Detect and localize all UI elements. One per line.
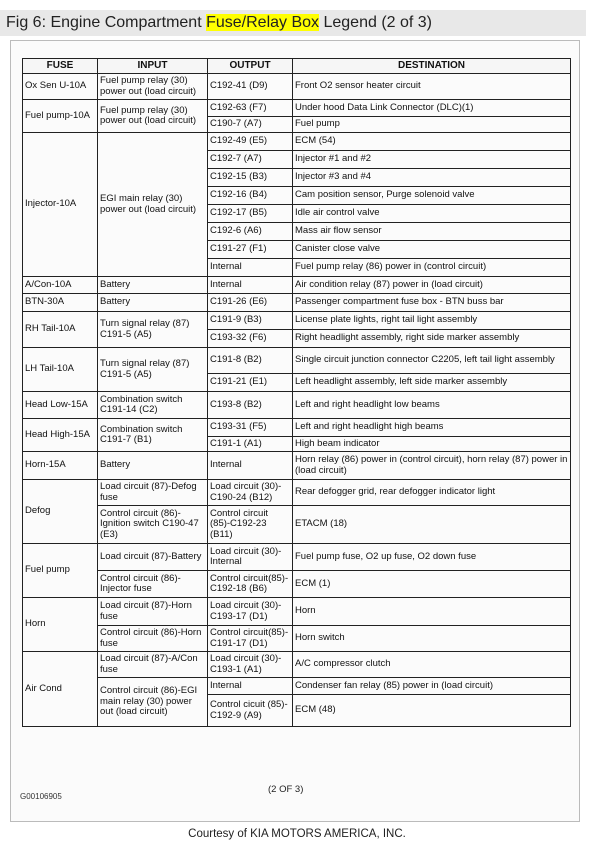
fuse-cell: Defog	[23, 480, 98, 544]
table-row	[23, 678, 571, 695]
input-cell: Control circuit (86)-EGI main relay (30) power out (load circuit)	[98, 678, 208, 727]
destination-cell: Left and right headlight low beams	[293, 392, 571, 419]
output-cell: Internal	[208, 259, 293, 277]
destination-cell: ECM (48)	[293, 695, 571, 727]
destination-cell: Air condition relay (87) power in (load circuit)	[293, 277, 571, 294]
output-cell: C191-8 (B2)	[208, 348, 293, 374]
output-cell: Load circuit (30)-C193-17 (D1)	[208, 598, 293, 626]
output-cell: Control circuit(85)-C191-17 (D1)	[208, 626, 293, 652]
output-cell: C191-27 (F1)	[208, 241, 293, 259]
input-cell: Battery	[98, 294, 208, 312]
destination-cell: Horn	[293, 598, 571, 626]
output-cell: C191-21 (E1)	[208, 374, 293, 392]
input-cell: Fuel pump relay (30) power out (load circuit)	[98, 100, 208, 133]
input-cell: Combination switch C191-7 (B1)	[98, 419, 208, 452]
header-destination: DESTINATION	[293, 59, 571, 74]
output-cell: C191-26 (E6)	[208, 294, 293, 312]
header-output: OUTPUT	[208, 59, 293, 74]
input-cell: Turn signal relay (87) C191-5 (A5)	[98, 348, 208, 392]
destination-cell: Single circuit junction connector C2205, left tail light assembly	[293, 348, 571, 374]
fuse-cell: RH Tail-10A	[23, 312, 98, 348]
page-indicator: (2 OF 3)	[268, 784, 304, 795]
figure-title-prefix: Fig 6: Engine Compartment	[6, 14, 207, 31]
destination-cell: Horn switch	[293, 626, 571, 652]
input-cell: Battery	[98, 277, 208, 294]
output-cell: C193-31 (F5)	[208, 419, 293, 437]
destination-cell: Canister close valve	[293, 241, 571, 259]
fuse-cell: Fuel pump	[23, 544, 98, 598]
figure-code: G00106905	[20, 792, 62, 801]
input-cell: Battery	[98, 452, 208, 480]
output-cell: Load circuit (30)-C190-24 (B12)	[208, 480, 293, 506]
output-cell: Internal	[208, 678, 293, 695]
destination-cell: Horn relay (86) power in (control circuit), horn relay (87) power in (load circuit)	[293, 452, 571, 480]
output-cell: C192-16 (B4)	[208, 187, 293, 205]
input-cell: Load circuit (87)-Horn fuse	[98, 598, 208, 626]
input-cell: Control circuit (86)-Ignition switch C190-47 (E3)	[98, 506, 208, 544]
table-row	[23, 100, 571, 117]
output-cell: C192-49 (E5)	[208, 133, 293, 151]
destination-cell: High beam indicator	[293, 437, 571, 452]
destination-cell: Front O2 sensor heater circuit	[293, 74, 571, 100]
output-cell: C192-17 (B5)	[208, 205, 293, 223]
table-row	[23, 294, 571, 312]
input-cell: Combination switch C191-14 (C2)	[98, 392, 208, 419]
table-row	[23, 312, 571, 330]
fuse-cell: Head High-15A	[23, 419, 98, 452]
destination-cell: Left headlight assembly, left side marker assembly	[293, 374, 571, 392]
destination-cell: ETACM (18)	[293, 506, 571, 544]
destination-cell: Right headlight assembly, right side marker assembly	[293, 330, 571, 348]
destination-cell: License plate lights, right tail light assembly	[293, 312, 571, 330]
fuse-cell: Head Low-15A	[23, 392, 98, 419]
destination-cell: Idle air control valve	[293, 205, 571, 223]
output-cell: C193-8 (B2)	[208, 392, 293, 419]
input-cell: Control circuit (86)-Horn fuse	[98, 626, 208, 652]
figure-title-highlight: Fuse/Relay Box	[206, 14, 320, 31]
fuse-relay-legend-table	[22, 58, 571, 727]
output-cell: Control circuit(85)-C192-18 (B6)	[208, 571, 293, 598]
input-cell: Turn signal relay (87) C191-5 (A5)	[98, 312, 208, 348]
output-cell: Load circuit (30)-C193-1 (A1)	[208, 652, 293, 678]
fuse-cell: Fuel pump-10A	[23, 100, 98, 133]
destination-cell: Injector #3 and #4	[293, 169, 571, 187]
output-cell: Control cicuit (85)-C192-9 (A9)	[208, 695, 293, 727]
destination-cell: Mass air flow sensor	[293, 223, 571, 241]
table-row	[23, 277, 571, 294]
output-cell: C192-7 (A7)	[208, 151, 293, 169]
figure-title	[0, 10, 586, 36]
input-cell: Fuel pump relay (30) power out (load circuit)	[98, 74, 208, 100]
courtesy-line: Courtesy of KIA MOTORS AMERICA, INC.	[188, 828, 406, 840]
table-header-row	[23, 59, 571, 74]
input-cell: Load circuit (87)-Defog fuse	[98, 480, 208, 506]
input-cell: EGI main relay (30) power out (load circuit)	[98, 133, 208, 277]
table-row	[23, 571, 571, 598]
output-cell: C191-1 (A1)	[208, 437, 293, 452]
output-cell: Load circuit (30)-Internal	[208, 544, 293, 571]
fuse-cell: Injector-10A	[23, 133, 98, 277]
table-row	[23, 544, 571, 571]
output-cell: C190-7 (A7)	[208, 117, 293, 133]
output-cell: Internal	[208, 277, 293, 294]
table-row	[23, 392, 571, 419]
table-row	[23, 480, 571, 506]
fuse-cell: LH Tail-10A	[23, 348, 98, 392]
destination-cell: Rear defogger grid, rear defogger indicator light	[293, 480, 571, 506]
fuse-cell: Horn	[23, 598, 98, 652]
header-fuse: FUSE	[23, 59, 98, 74]
destination-cell: Under hood Data Link Connector (DLC)(1)	[293, 100, 571, 117]
figure-title-suffix: Legend (2 of 3)	[319, 14, 432, 31]
destination-cell: Cam position sensor, Purge solenoid valve	[293, 187, 571, 205]
destination-cell: Passenger compartment fuse box - BTN buss bar	[293, 294, 571, 312]
table-body	[23, 74, 571, 727]
table-row	[23, 452, 571, 480]
input-cell: Load circuit (87)-Battery	[98, 544, 208, 571]
output-cell: C193-32 (F6)	[208, 330, 293, 348]
destination-cell: Injector #1 and #2	[293, 151, 571, 169]
destination-cell: Condenser fan relay (85) power in (load circuit)	[293, 678, 571, 695]
input-cell: Load circuit (87)-A/Con fuse	[98, 652, 208, 678]
fuse-cell: A/Con-10A	[23, 277, 98, 294]
output-cell: C192-41 (D9)	[208, 74, 293, 100]
output-cell: C192-6 (A6)	[208, 223, 293, 241]
table-row	[23, 626, 571, 652]
output-cell: Control circuit (85)-C192-23 (B11)	[208, 506, 293, 544]
destination-cell: Fuel pump	[293, 117, 571, 133]
table-row	[23, 74, 571, 100]
table-row	[23, 598, 571, 626]
input-cell: Control circuit (86)-Injector fuse	[98, 571, 208, 598]
header-input: INPUT	[98, 59, 208, 74]
destination-cell: Fuel pump fuse, O2 up fuse, O2 down fuse	[293, 544, 571, 571]
table-row	[23, 652, 571, 678]
fuse-cell: Ox Sen U-10A	[23, 74, 98, 100]
destination-cell: ECM (54)	[293, 133, 571, 151]
table-row	[23, 133, 571, 151]
destination-cell: Fuel pump relay (86) power in (control circuit)	[293, 259, 571, 277]
destination-cell: ECM (1)	[293, 571, 571, 598]
table-row	[23, 506, 571, 544]
destination-cell: Left and right headlight high beams	[293, 419, 571, 437]
output-cell: C191-9 (B3)	[208, 312, 293, 330]
table-row	[23, 419, 571, 437]
fuse-cell: Horn-15A	[23, 452, 98, 480]
table-row	[23, 348, 571, 374]
destination-cell: A/C compressor clutch	[293, 652, 571, 678]
output-cell: Internal	[208, 452, 293, 480]
fuse-cell: Air Cond	[23, 652, 98, 727]
output-cell: C192-15 (B3)	[208, 169, 293, 187]
output-cell: C192-63 (F7)	[208, 100, 293, 117]
fuse-cell: BTN-30A	[23, 294, 98, 312]
